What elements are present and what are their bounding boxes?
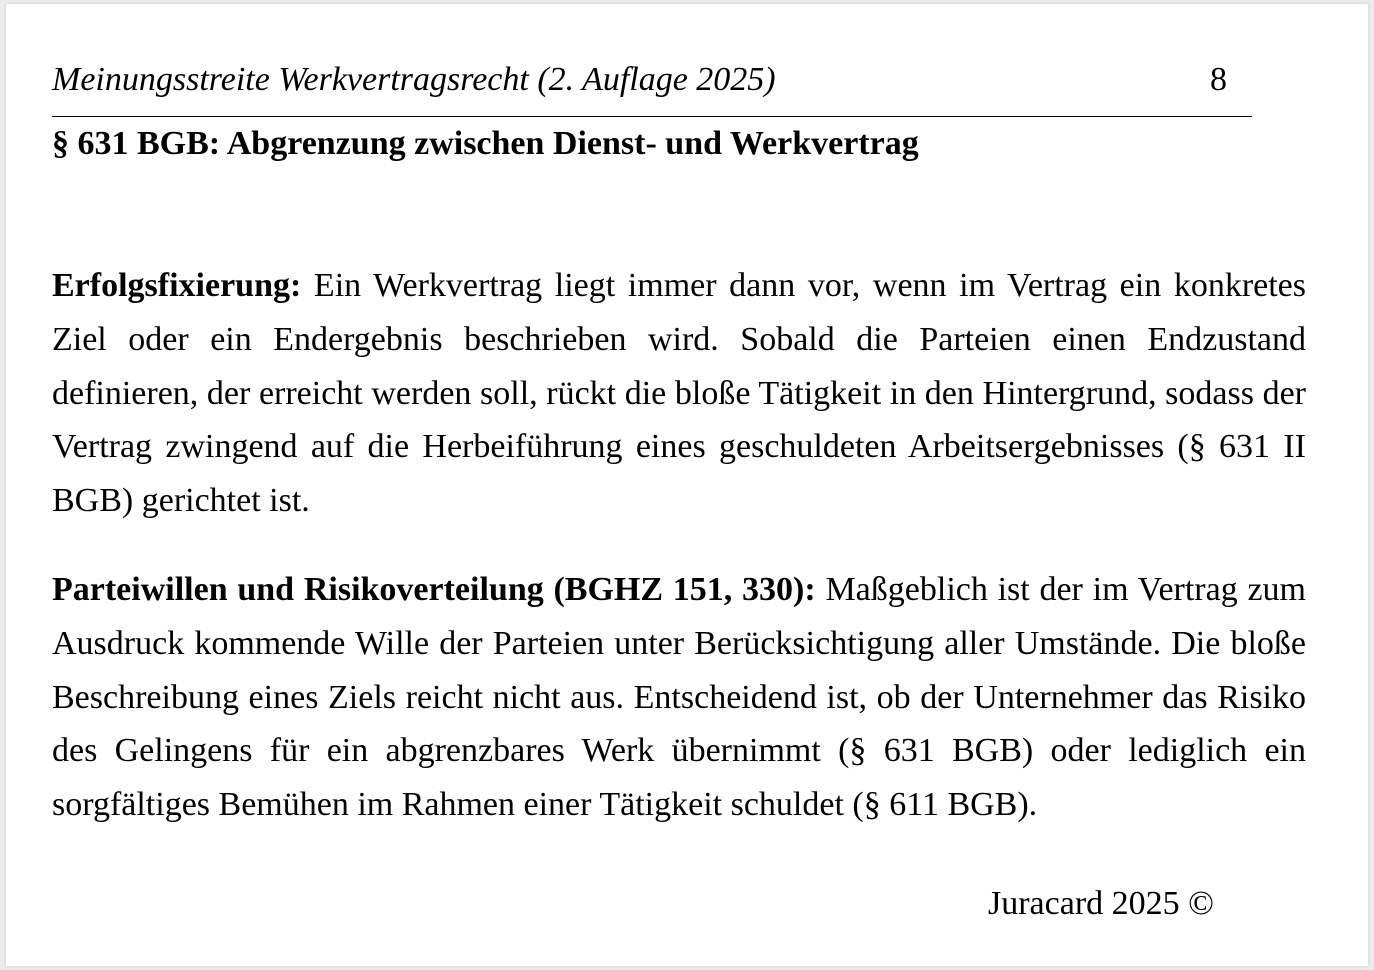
header-rule (52, 116, 1252, 117)
paragraph-erfolgsfixierung (52, 259, 1306, 528)
paragraph-lead: Parteiwillen und Risikoverteilung (BGHZ 151, 330): (52, 571, 816, 608)
section-heading: § 631 BGB: Abgrenzung zwischen Dienst- und Werkvertrag (52, 125, 919, 162)
document-page (6, 4, 1368, 966)
paragraph-parteiwillen (52, 563, 1306, 832)
page-number: 8 (1210, 61, 1227, 98)
paragraph-lead: Erfolgsfixierung: (52, 267, 302, 304)
running-title: Meinungsstreite Werkvertragsrecht (2. Auflage 2025) (52, 61, 776, 98)
paragraph-text: Maßgeblich ist der im Vertrag zum Ausdruck kommende Wille der Parteien unter Berücksichtigung aller Umstände. Die bloße Beschreibung eines Ziels reicht nicht aus. Entscheidend ist, ob der Unternehmer das Risiko des Gelingens für ein abgrenzbares Werk übernimmt (§ 631 BGB) oder lediglich ein sorgfältiges Bemühen im Rahmen einer Tätigkeit schuldet (§ 611 BGB). (52, 571, 1307, 824)
paragraph-text: Ein Werkvertrag liegt immer dann vor, wenn im Vertrag ein konkretes Ziel oder ein Endergebnis beschrieben wird. Sobald die Parteien einen Endzustand definieren, der erreicht werden soll, rückt die bloße Tätigkeit in den Hintergrund, sodass der Vertrag zwingend auf die Herbeiführung eines geschuldeten Arbeitsergebnisses (§ 631 II BGB) gerichtet ist. (52, 267, 1307, 520)
copyright-notice: Juracard 2025 © (988, 885, 1214, 922)
